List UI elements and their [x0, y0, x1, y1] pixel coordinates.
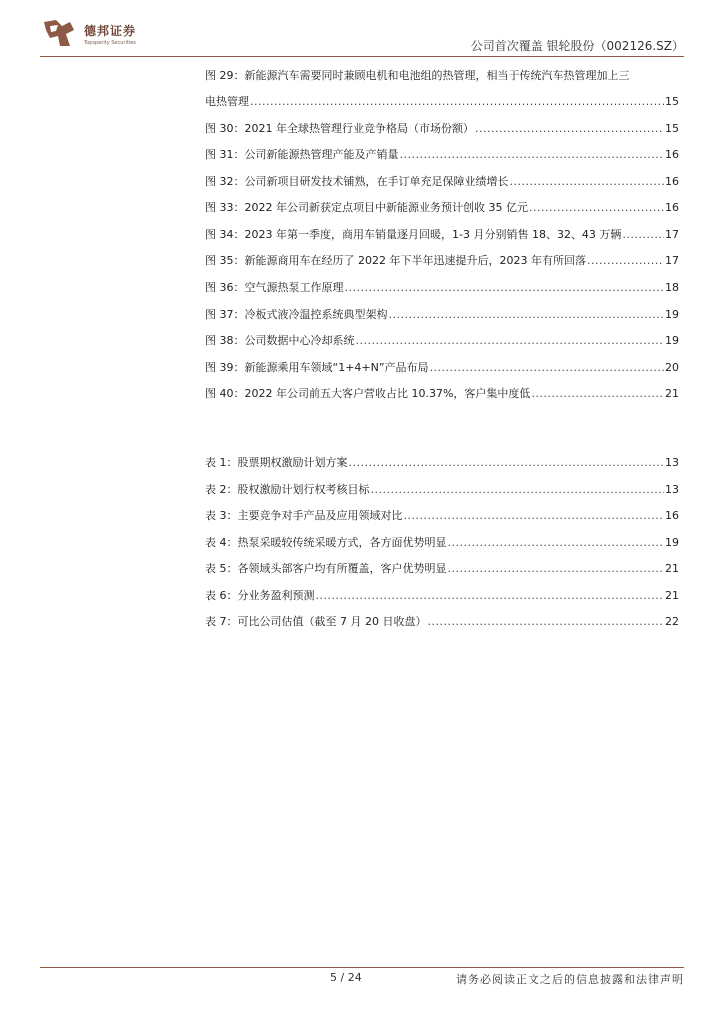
leader-dots: [371, 483, 665, 496]
toc-entry-page: 22: [665, 615, 679, 628]
toc-entry-page: 21: [665, 387, 679, 400]
toc-entry-page: 13: [665, 456, 679, 469]
leader-dots: [448, 536, 665, 549]
leader-dots: [250, 95, 664, 108]
toc-entry[interactable]: [205, 122, 679, 136]
disclaimer-note: 请务必阅读正文之后的信息披露和法律声明: [456, 973, 684, 986]
toc-entry-title: 图 37：冷板式液冷温控系统典型架构: [205, 308, 388, 321]
company-logo: [40, 16, 150, 52]
toc-entry-page: 15: [665, 95, 679, 108]
toc-entry-title: 图 33：2022 年公司新获定点项目中新能源业务预计创收 35 亿元: [205, 201, 528, 214]
footer-divider: [40, 967, 684, 968]
toc-entry[interactable]: [205, 254, 679, 268]
header-divider: [40, 56, 684, 57]
leader-dots: [531, 387, 664, 400]
leader-dots: [430, 361, 664, 374]
toc-entry-page: 19: [665, 334, 679, 347]
toc-entry-page: 16: [665, 201, 679, 214]
leader-dots: [529, 201, 664, 214]
toc-entry-page: 16: [665, 175, 679, 188]
toc-entry[interactable]: [205, 615, 679, 629]
toc-entry-title: 图 34：2023 年第一季度，商用车销量逐月回暖，1-3 月分别销售 18、32、43 万辆: [205, 228, 622, 241]
toc-entry-title: 表 3：主要竞争对手产品及应用领域对比: [205, 509, 403, 522]
leader-dots: [622, 228, 664, 241]
toc-entry-first-line: 图 29：新能源汽车需要同时兼顾电机和电池组的热管理，相当于传统汽车热管理加上三: [205, 69, 630, 82]
leader-dots: [404, 509, 665, 522]
toc-entry-title: 表 4：热泵采暖较传统采暖方式，各方面优势明显: [205, 536, 447, 549]
toc-entry-page: 17: [665, 254, 679, 267]
toc-entry[interactable]: [205, 483, 679, 497]
toc-entry-page: 16: [665, 148, 679, 161]
leader-dots: [349, 456, 665, 469]
toc-entry-page: 19: [665, 536, 679, 549]
toc-entry-title: 图 30：2021 年全球热管理行业竞争格局（市场份额）: [205, 122, 474, 135]
toc-entry[interactable]: [205, 175, 679, 189]
toc-entry[interactable]: [205, 589, 679, 603]
toc-entry-title: 表 6：分业务盈利预测: [205, 589, 315, 602]
leader-dots: [510, 175, 665, 188]
report-header-title: 公司首次覆盖 银轮股份（002126.SZ）: [470, 39, 684, 53]
toc-entry-title: 图 32：公司新项目研发技术铺熟，在手订单充足保障业绩增长: [205, 175, 509, 188]
toc-entry-title: 图 39：新能源乘用车领域“1+4+N”产品布局: [205, 361, 429, 374]
leader-dots: [427, 615, 664, 628]
toc-entry[interactable]: [205, 148, 679, 162]
leader-dots: [389, 308, 665, 321]
toc-entry[interactable]: [205, 509, 679, 523]
toc-entry-title: 图 36：空气源热泵工作原理: [205, 281, 344, 294]
leader-dots: [448, 562, 665, 575]
toc-entry-title: 表 1：股票期权激励计划方案: [205, 456, 348, 469]
toc-entry-page: 16: [665, 509, 679, 522]
toc-entry-page: 21: [665, 562, 679, 575]
toc-entry-title: 图 31：公司新能源热管理产能及产销量: [205, 148, 399, 161]
toc-entry-page: 18: [665, 281, 679, 294]
logo-emblem-icon: [40, 16, 80, 52]
leader-dots: [475, 122, 664, 135]
toc-entry-title: 表 7：可比公司估值（截至 7 月 20 日收盘）: [205, 615, 427, 628]
leader-dots: [587, 254, 664, 267]
toc-entry[interactable]: [205, 361, 679, 375]
toc-entry[interactable]: [205, 334, 679, 348]
toc-entry[interactable]: [205, 562, 679, 576]
toc-entry-page: 19: [665, 308, 679, 321]
toc-entry-page: 21: [665, 589, 679, 602]
toc-entry-title: 表 2：股权激励计划行权考核目标: [205, 483, 370, 496]
logo-subtext: Topsperity Securities: [84, 40, 136, 46]
toc-entry-title: 图 38：公司数据中心冷却系统: [205, 334, 355, 347]
toc-entry-page: 15: [665, 122, 679, 135]
toc-entry[interactable]: [205, 228, 679, 242]
toc-entry-page: 20: [665, 361, 679, 374]
page-number: 5 / 24: [330, 971, 362, 984]
leader-dots: [356, 334, 665, 347]
toc-entry[interactable]: [205, 536, 679, 550]
toc-entry[interactable]: [205, 201, 679, 215]
toc-entry-page: 13: [665, 483, 679, 496]
toc-entry[interactable]: [205, 387, 679, 401]
leader-dots: [316, 589, 665, 602]
logo-text: 德邦证券: [84, 24, 137, 38]
toc-entry[interactable]: [205, 308, 679, 322]
toc-entry-title: 图 35：新能源商用车在经历了 2022 年下半年迅速提升后，2023 年有所回落: [205, 254, 586, 267]
toc-entry-title: 表 5：各领域头部客户均有所覆盖，客户优势明显: [205, 562, 447, 575]
toc-entry[interactable]: [205, 281, 679, 295]
toc-entry-page: 17: [665, 228, 679, 241]
leader-dots: [400, 148, 665, 161]
toc-entry-title: 图 40：2022 年公司前五大客户营收占比 10.37%，客户集中度低: [205, 387, 531, 400]
toc-entry[interactable]: [205, 456, 679, 470]
toc-entry[interactable]: [205, 95, 679, 109]
toc-entry-title: 电热管理: [205, 95, 249, 108]
leader-dots: [345, 281, 665, 294]
